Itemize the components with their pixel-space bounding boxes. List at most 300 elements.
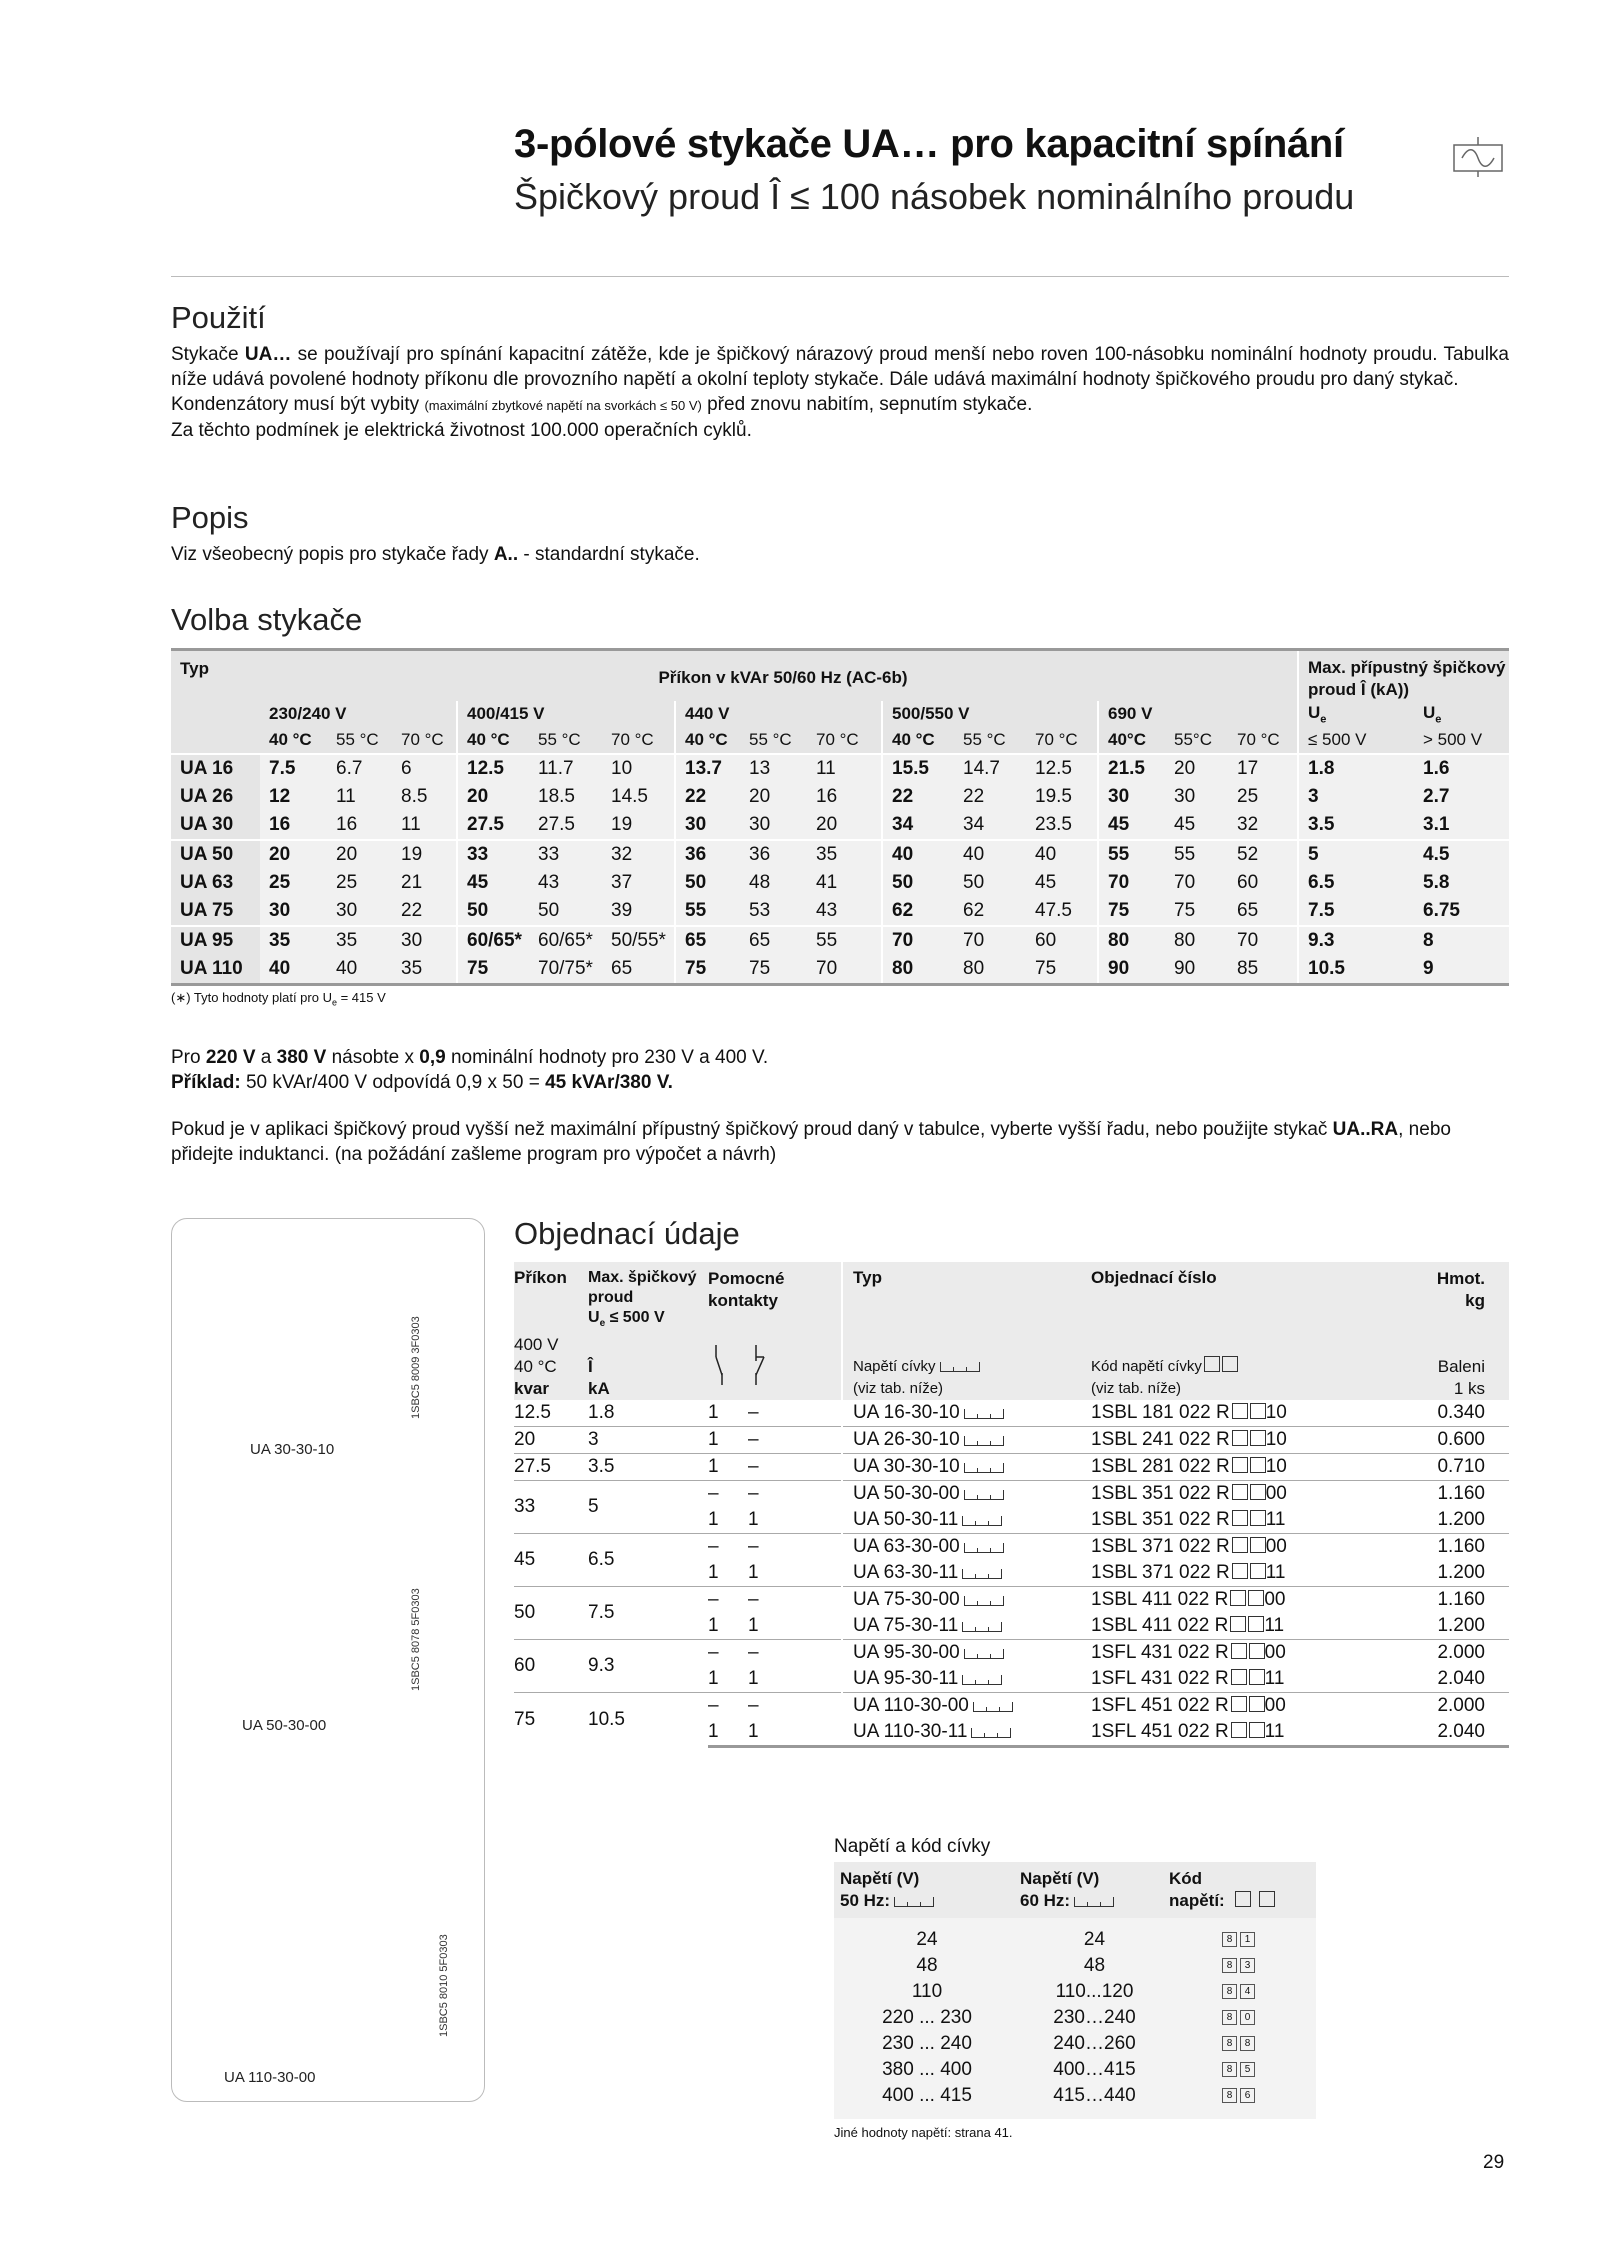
header-peak-1: Max. špičkový bbox=[588, 1269, 697, 1286]
ka-cell: 7.5 bbox=[588, 1587, 708, 1640]
header-i-ka: Î kA bbox=[588, 1334, 708, 1400]
code-digit: 6 bbox=[1240, 2088, 1255, 2103]
coil-v50: 220 ... 230 bbox=[834, 2005, 1020, 2031]
coil-v60: 240…260 bbox=[1020, 2031, 1169, 2057]
aux-nc-cell: – bbox=[748, 1427, 842, 1454]
table-row bbox=[171, 811, 1509, 840]
coil-v60: 110...120 bbox=[1020, 1979, 1169, 2005]
description-text bbox=[171, 542, 700, 567]
image-label-2: UA 50-30-00 bbox=[242, 1717, 327, 1734]
code-digit: 8 bbox=[1222, 2036, 1237, 2051]
type-cell bbox=[842, 1719, 1091, 1747]
order-suffix: 11 bbox=[1265, 1509, 1286, 1531]
order-text: 1SFL 431 022 R bbox=[1091, 1668, 1229, 1690]
aux-no-cell: – bbox=[708, 1587, 748, 1614]
image-code-1: 1SBC5 8009 3F0303 bbox=[410, 1316, 422, 1419]
coil-v50: 110 bbox=[834, 1979, 1020, 2005]
aux-no-cell: – bbox=[708, 1640, 748, 1667]
ue-label: U bbox=[1423, 702, 1436, 722]
power-cell: 6.7 bbox=[327, 754, 392, 783]
power-cell: 17 bbox=[1228, 754, 1298, 783]
code-box-icon bbox=[1250, 1430, 1266, 1446]
power-cell: 40 bbox=[882, 840, 954, 869]
type-cell bbox=[842, 1640, 1091, 1667]
power-cell: 41 bbox=[807, 869, 882, 897]
table-row bbox=[514, 1400, 1509, 1427]
power-cell: 12 bbox=[260, 783, 327, 811]
code-box-icon bbox=[1248, 1590, 1264, 1606]
table-row bbox=[171, 955, 1509, 985]
power-cell: 15.5 bbox=[882, 754, 954, 783]
power-cell: 19 bbox=[392, 840, 457, 869]
weight-cell: 1.200 bbox=[1437, 1562, 1485, 1584]
power-cell: 19 bbox=[602, 811, 675, 840]
peak-low-cell: 9.3 bbox=[1298, 926, 1414, 955]
type-text: UA 63-30-00 bbox=[853, 1536, 960, 1558]
table-row bbox=[514, 1481, 1509, 1508]
usage-text-2b: před znovu nabitím, sepnutím stykače. bbox=[707, 394, 1033, 415]
power-cell: 60/65* bbox=[457, 926, 529, 955]
power-cell: 45 bbox=[1098, 811, 1165, 840]
order-text: 1SBL 411 022 R bbox=[1091, 1589, 1229, 1611]
weight-cell: 2.000 bbox=[1388, 1693, 1509, 1720]
power-cell: 50 bbox=[529, 897, 602, 926]
selection-temp-row bbox=[171, 727, 1509, 754]
power-cell: 11.7 bbox=[529, 754, 602, 783]
header-peak-2: proud bbox=[588, 1289, 634, 1306]
peak-high-cell: 6.75 bbox=[1414, 897, 1509, 926]
code-digit: 8 bbox=[1222, 2062, 1237, 2077]
note-2: Příklad: 50 kVAr/400 V odpovídá 0,9 x 50 = 45 kVAr/380 V. bbox=[171, 1072, 673, 1093]
selection-heading: Volba stykače bbox=[171, 602, 363, 637]
order-text: 1SFL 451 022 R bbox=[1091, 1721, 1229, 1743]
code-box-icon bbox=[1250, 1484, 1266, 1500]
table-row bbox=[514, 1640, 1509, 1667]
aux-nc-cell: – bbox=[748, 1454, 842, 1481]
coil-box-icon bbox=[962, 1569, 1002, 1579]
power-cell: 45 bbox=[457, 869, 529, 897]
aux-no-cell: 1 bbox=[708, 1719, 748, 1747]
coil-header-60: Napětí (V) 60 Hz: bbox=[1020, 1862, 1169, 1918]
power-cell: 33 bbox=[529, 840, 602, 869]
aux-nc-cell: 1 bbox=[748, 1562, 759, 1584]
code-box-icon bbox=[1230, 1590, 1246, 1606]
coil-table bbox=[834, 1862, 1316, 2119]
power-cell: 50 bbox=[457, 897, 529, 926]
peak-high-cell: 9 bbox=[1414, 955, 1509, 985]
code-box-icon bbox=[1232, 1510, 1248, 1526]
code-digit: 3 bbox=[1240, 1958, 1255, 1973]
header-v-t-kvar: 400 V 40 °C kvar bbox=[514, 1334, 588, 1400]
code-digit: 8 bbox=[1240, 2036, 1255, 2051]
weight-cell: 2.000 bbox=[1388, 1640, 1509, 1667]
power-cell: 12.5 bbox=[1026, 754, 1098, 783]
table-row bbox=[171, 840, 1509, 869]
temp-header: 40 °C bbox=[882, 727, 954, 754]
power-cell: 22 bbox=[954, 783, 1026, 811]
coil-v60: 230…240 bbox=[1020, 2005, 1169, 2031]
coil-row bbox=[834, 1918, 1316, 1953]
aux-nc-cell: 1 bbox=[748, 1668, 759, 1690]
aux-no-cell: 1 bbox=[708, 1562, 719, 1584]
temp-header: 70 °C bbox=[1228, 727, 1298, 754]
order-suffix: 11 bbox=[1264, 1668, 1285, 1690]
type-cell bbox=[842, 1666, 1091, 1693]
coil-row bbox=[834, 2005, 1316, 2031]
order-cell bbox=[1091, 1719, 1388, 1747]
power-cell: 20 bbox=[457, 783, 529, 811]
type-text: UA 110-30-00 bbox=[853, 1695, 969, 1717]
power-cell: 80 bbox=[882, 955, 954, 985]
ordering-heading: Objednací údaje bbox=[514, 1216, 740, 1251]
code-box-icon bbox=[1250, 1563, 1266, 1579]
table-row bbox=[171, 897, 1509, 926]
power-cell: 36 bbox=[740, 840, 807, 869]
power-cell: 50 bbox=[675, 869, 740, 897]
type-cell bbox=[842, 1693, 1091, 1720]
page-number: 29 bbox=[1483, 2152, 1505, 2173]
header-pack: Baleni 1 ks bbox=[1388, 1334, 1509, 1400]
power-cell: 55 bbox=[675, 897, 740, 926]
coil-header-code: Kód napětí: bbox=[1169, 1862, 1316, 1918]
coil-row bbox=[834, 2057, 1316, 2083]
kvar-cell: 12.5 bbox=[514, 1402, 551, 1424]
power-cell: 40 bbox=[327, 955, 392, 985]
power-cell: 30 bbox=[1098, 783, 1165, 811]
table-row bbox=[514, 1693, 1509, 1720]
image-label-1: UA 30-30-10 bbox=[250, 1441, 335, 1458]
aux-no-cell: 1 bbox=[708, 1454, 748, 1481]
header-peak-3: $U_e \le 500$ V bbox=[588, 1309, 665, 1330]
type-text: UA 30-30-10 bbox=[853, 1456, 960, 1478]
power-cell: 27.5 bbox=[457, 811, 529, 840]
power-cell: 20 bbox=[740, 783, 807, 811]
temp-header: 40 °C bbox=[675, 727, 740, 754]
power-cell: 30 bbox=[675, 811, 740, 840]
power-cell: 13.7 bbox=[675, 754, 740, 783]
power-cell: 30 bbox=[1165, 783, 1228, 811]
power-cell: 6 bbox=[392, 754, 457, 783]
coil-note: Jiné hodnoty napětí: strana 41. bbox=[834, 2125, 1013, 2140]
peak-low-cell: 10.5 bbox=[1298, 955, 1414, 985]
weight-cell: 2.040 bbox=[1388, 1719, 1509, 1747]
order-suffix: 00 bbox=[1265, 1536, 1287, 1558]
kvar-cell: 45 bbox=[514, 1534, 588, 1587]
coil-header-50: Napětí (V) 50 Hz: bbox=[834, 1862, 1020, 1918]
kvar-cell: 33 bbox=[514, 1481, 588, 1534]
power-cell: 30 bbox=[740, 811, 807, 840]
code-box-icon bbox=[1232, 1430, 1248, 1446]
power-cell: 50/55* bbox=[602, 926, 675, 955]
aux-nc-cell: – bbox=[748, 1587, 842, 1614]
power-cell: 43 bbox=[529, 869, 602, 897]
peak-low-cell: 5 bbox=[1298, 840, 1414, 869]
type-text: UA 50-30-00 bbox=[853, 1483, 960, 1505]
order-cell bbox=[1091, 1666, 1388, 1693]
type-text: UA 95-30-00 bbox=[853, 1642, 960, 1664]
kvar-cell: 60 bbox=[514, 1640, 588, 1693]
weight-cell: 0.340 bbox=[1437, 1402, 1485, 1424]
peak-high-cell: 2.7 bbox=[1414, 783, 1509, 811]
coil-box-icon bbox=[1074, 1897, 1114, 1907]
code-digit: 1 bbox=[1240, 1932, 1255, 1947]
code-box-icon bbox=[1231, 1722, 1247, 1738]
aux-no-cell: – bbox=[708, 1693, 748, 1720]
table-row bbox=[171, 754, 1509, 783]
order-suffix: 10 bbox=[1265, 1456, 1287, 1478]
order-text: 1SBL 351 022 R bbox=[1091, 1483, 1230, 1505]
power-cell: 70/75* bbox=[529, 955, 602, 985]
weight-cell: 1.160 bbox=[1388, 1534, 1509, 1561]
power-cell: 20 bbox=[327, 840, 392, 869]
power-cell: 55 bbox=[807, 926, 882, 955]
code-box-icon bbox=[1222, 1356, 1238, 1372]
power-cell: 62 bbox=[882, 897, 954, 926]
type-cell bbox=[842, 1534, 1091, 1561]
usage-heading: Použití bbox=[171, 300, 266, 335]
coil-code bbox=[1169, 2031, 1316, 2057]
page-subtitle: Špičkový proud Î ≤ 100 násobek nominálního proudu bbox=[514, 176, 1355, 217]
selection-header-row bbox=[171, 650, 1509, 702]
order-cell bbox=[1091, 1613, 1388, 1640]
header-peak bbox=[588, 1262, 708, 1334]
ordering-header-row-1 bbox=[514, 1262, 1509, 1334]
coil-box-icon bbox=[894, 1897, 934, 1907]
ue-header-high bbox=[1414, 701, 1509, 727]
coil-row bbox=[834, 1979, 1316, 2005]
power-cell: 70 bbox=[882, 926, 954, 955]
order-suffix: 11 bbox=[1264, 1615, 1285, 1637]
power-cell: 43 bbox=[807, 897, 882, 926]
power-cell: 37 bbox=[602, 869, 675, 897]
usage-text-3: Za těchto podmínek je elektrická životnost 100.000 operačních cyklů. bbox=[171, 420, 752, 441]
footnote-end: = 415 V bbox=[340, 990, 386, 1005]
usage-text-2small: (maximální zbytkové napětí na svorkách ≤ 50 V) bbox=[424, 398, 702, 413]
contact-nc-icon bbox=[748, 1334, 842, 1400]
coil-v60: 24 bbox=[1020, 1918, 1169, 1953]
image-code-3: 1SBC5 8010 5F0303 bbox=[438, 1934, 450, 2037]
order-cell bbox=[1091, 1454, 1388, 1481]
coil-box-icon bbox=[964, 1463, 1004, 1473]
type-cell: UA 30 bbox=[171, 811, 260, 840]
code-box-icon bbox=[1232, 1403, 1248, 1419]
aux-nc-cell: – bbox=[748, 1402, 759, 1424]
power-cell: 62 bbox=[954, 897, 1026, 926]
peak-high-cell: 4.5 bbox=[1414, 840, 1509, 869]
ue-low-header: ≤ 500 V bbox=[1298, 727, 1414, 754]
weight-cell: 0.600 bbox=[1388, 1427, 1509, 1454]
power-cell: 11 bbox=[392, 811, 457, 840]
voltage-header: 690 V bbox=[1098, 701, 1298, 727]
power-cell: 14.5 bbox=[602, 783, 675, 811]
ka-cell: 10.5 bbox=[588, 1693, 708, 1747]
note-1: Pro 220 V a 380 V násobte x 0,9 nominální hodnoty pro 230 V a 400 V. bbox=[171, 1047, 769, 1068]
power-cell: 13 bbox=[740, 754, 807, 783]
order-cell bbox=[1091, 1481, 1388, 1508]
coil-code bbox=[1169, 1953, 1316, 1979]
type-cell: UA 50 bbox=[171, 840, 260, 869]
coil-row-pad bbox=[834, 2109, 1316, 2119]
code-box-icon bbox=[1231, 1696, 1247, 1712]
aux-nc-cell: 1 bbox=[748, 1509, 759, 1531]
kvar-cell: 20 bbox=[514, 1427, 588, 1454]
type-cell bbox=[842, 1454, 1091, 1481]
code-box-icon bbox=[1232, 1484, 1248, 1500]
footnote-text: (∗) Tyto hodnoty platí pro U bbox=[171, 990, 332, 1005]
coil-box-icon bbox=[940, 1362, 980, 1372]
power-cell: 80 bbox=[954, 955, 1026, 985]
power-cell: 47.5 bbox=[1026, 897, 1098, 926]
coil-heading: Napětí a kód cívky bbox=[834, 1836, 991, 1857]
power-cell: 50 bbox=[954, 869, 1026, 897]
power-cell: 70 bbox=[1165, 869, 1228, 897]
power-cell: 34 bbox=[882, 811, 954, 840]
power-cell: 70 bbox=[1228, 926, 1298, 955]
type-cell bbox=[842, 1560, 1091, 1587]
usage-text-2a: Kondenzátory musí být vybity bbox=[171, 394, 420, 415]
weight-cell: 1.160 bbox=[1388, 1587, 1509, 1614]
coil-v50: 400 ... 415 bbox=[834, 2083, 1020, 2109]
power-cell: 45 bbox=[1165, 811, 1228, 840]
type-cell bbox=[842, 1427, 1091, 1454]
code-box-icon bbox=[1249, 1643, 1265, 1659]
order-suffix: 11 bbox=[1265, 1562, 1286, 1584]
temp-header: 40°C bbox=[1098, 727, 1165, 754]
peak-low-cell: 7.5 bbox=[1298, 897, 1414, 926]
peak-low-cell: 1.8 bbox=[1298, 754, 1414, 783]
ka-cell: 3.5 bbox=[588, 1454, 708, 1481]
order-text: 1SBL 411 022 R bbox=[1091, 1615, 1229, 1637]
ka-cell: 3 bbox=[588, 1427, 708, 1454]
type-cell: UA 75 bbox=[171, 897, 260, 926]
coil-v60: 415…440 bbox=[1020, 2083, 1169, 2109]
power-cell: 55 bbox=[1165, 840, 1228, 869]
ue-sub: e bbox=[1435, 713, 1442, 726]
power-cell: 16 bbox=[260, 811, 327, 840]
power-cell: 48 bbox=[740, 869, 807, 897]
power-cell: 40 bbox=[1026, 840, 1098, 869]
power-cell: 34 bbox=[954, 811, 1026, 840]
temp-header: 70 °C bbox=[807, 727, 882, 754]
aux-no-cell: 1 bbox=[708, 1402, 719, 1424]
power-cell: 35 bbox=[392, 955, 457, 985]
ordering-table-wrapper bbox=[514, 1262, 1509, 1748]
coil-v50: 48 bbox=[834, 1953, 1020, 1979]
table-row bbox=[171, 926, 1509, 955]
header-divider bbox=[171, 276, 1509, 277]
selection-footnote bbox=[171, 990, 1509, 1008]
type-text: UA 63-30-11 bbox=[853, 1562, 959, 1584]
code-box-icon bbox=[1250, 1403, 1266, 1419]
page-title: 3-pólové stykače UA… pro kapacitní spínání bbox=[514, 122, 1344, 166]
header-power: Příkon v kVAr 50/60 Hz (AC-6b) bbox=[260, 650, 1298, 702]
aux-nc-cell: – bbox=[748, 1693, 842, 1720]
peak-low-cell: 3 bbox=[1298, 783, 1414, 811]
peak-high-cell: 1.6 bbox=[1414, 754, 1509, 783]
code-box-icon bbox=[1250, 1537, 1266, 1553]
code-digit: 8 bbox=[1222, 2088, 1237, 2103]
power-cell: 30 bbox=[260, 897, 327, 926]
temp-header: 55 °C bbox=[529, 727, 602, 754]
power-cell: 70 bbox=[954, 926, 1026, 955]
power-cell: 7.5 bbox=[260, 754, 327, 783]
weight-cell: 1.160 bbox=[1388, 1481, 1509, 1508]
power-cell: 45 bbox=[1026, 869, 1098, 897]
table-row bbox=[514, 1454, 1509, 1481]
code-box-icon bbox=[1250, 1457, 1266, 1473]
power-cell: 60/65* bbox=[529, 926, 602, 955]
order-suffix: 00 bbox=[1265, 1483, 1287, 1505]
coil-v60: 400…415 bbox=[1020, 2057, 1169, 2083]
header-typ: Typ bbox=[171, 650, 260, 755]
footnote-sub: e bbox=[331, 997, 337, 1008]
coil-code bbox=[1169, 1979, 1316, 2005]
coil-box-icon bbox=[962, 1675, 1002, 1685]
power-cell: 65 bbox=[1228, 897, 1298, 926]
temp-header: 55 °C bbox=[954, 727, 1026, 754]
temp-header: 40 °C bbox=[457, 727, 529, 754]
type-cell: UA 26 bbox=[171, 783, 260, 811]
coil-table-wrapper bbox=[834, 1862, 1316, 2140]
order-cell bbox=[1091, 1560, 1388, 1587]
power-cell: 90 bbox=[1098, 955, 1165, 985]
weight-cell: 2.040 bbox=[1437, 1668, 1485, 1690]
power-cell: 32 bbox=[1228, 811, 1298, 840]
aux-no-cell: – bbox=[708, 1534, 748, 1561]
power-cell: 55 bbox=[1098, 840, 1165, 869]
code-box-icon bbox=[1204, 1356, 1220, 1372]
code-box-icon bbox=[1249, 1696, 1265, 1712]
power-cell: 60 bbox=[1228, 869, 1298, 897]
power-cell: 90 bbox=[1165, 955, 1228, 985]
code-box-icon bbox=[1248, 1616, 1264, 1632]
description-bold: A.. bbox=[493, 544, 519, 565]
power-cell: 27.5 bbox=[529, 811, 602, 840]
coil-v50: 380 ... 400 bbox=[834, 2057, 1020, 2083]
coil-box-icon bbox=[964, 1490, 1004, 1500]
coil-row bbox=[834, 2031, 1316, 2057]
type-text: UA 95-30-11 bbox=[853, 1668, 959, 1690]
selection-voltage-row bbox=[171, 701, 1509, 727]
power-cell: 25 bbox=[1228, 783, 1298, 811]
power-cell: 65 bbox=[740, 926, 807, 955]
order-suffix: 10 bbox=[1265, 1429, 1287, 1451]
power-cell: 32 bbox=[602, 840, 675, 869]
order-suffix: 00 bbox=[1264, 1642, 1286, 1664]
power-cell: 19.5 bbox=[1026, 783, 1098, 811]
weight-cell: 0.710 bbox=[1388, 1454, 1509, 1481]
code-digit: 8 bbox=[1222, 1932, 1237, 1947]
order-text: 1SBL 241 022 R bbox=[1091, 1429, 1230, 1451]
coil-row bbox=[834, 1953, 1316, 1979]
order-cell bbox=[1091, 1427, 1388, 1454]
power-cell: 75 bbox=[675, 955, 740, 985]
order-text: 1SFL 451 022 R bbox=[1091, 1695, 1229, 1717]
power-cell: 12.5 bbox=[457, 754, 529, 783]
power-cell: 75 bbox=[740, 955, 807, 985]
code-digit: 8 bbox=[1222, 2010, 1237, 2025]
image-code-2: 1SBC5 8078 5F0303 bbox=[410, 1588, 422, 1691]
header-order: Objednací číslo bbox=[1091, 1262, 1388, 1334]
peak-high-cell: 8 bbox=[1414, 926, 1509, 955]
usage-paragraph bbox=[171, 342, 1509, 443]
order-suffix: 11 bbox=[1264, 1721, 1285, 1743]
header-coil: Napětí cívky (viz tab. níže) bbox=[842, 1334, 1091, 1400]
description-heading: Popis bbox=[171, 500, 249, 535]
type-text: UA 110-30-11 bbox=[853, 1721, 968, 1743]
peak-low-cell: 3.5 bbox=[1298, 811, 1414, 840]
ordering-table bbox=[514, 1262, 1509, 1748]
